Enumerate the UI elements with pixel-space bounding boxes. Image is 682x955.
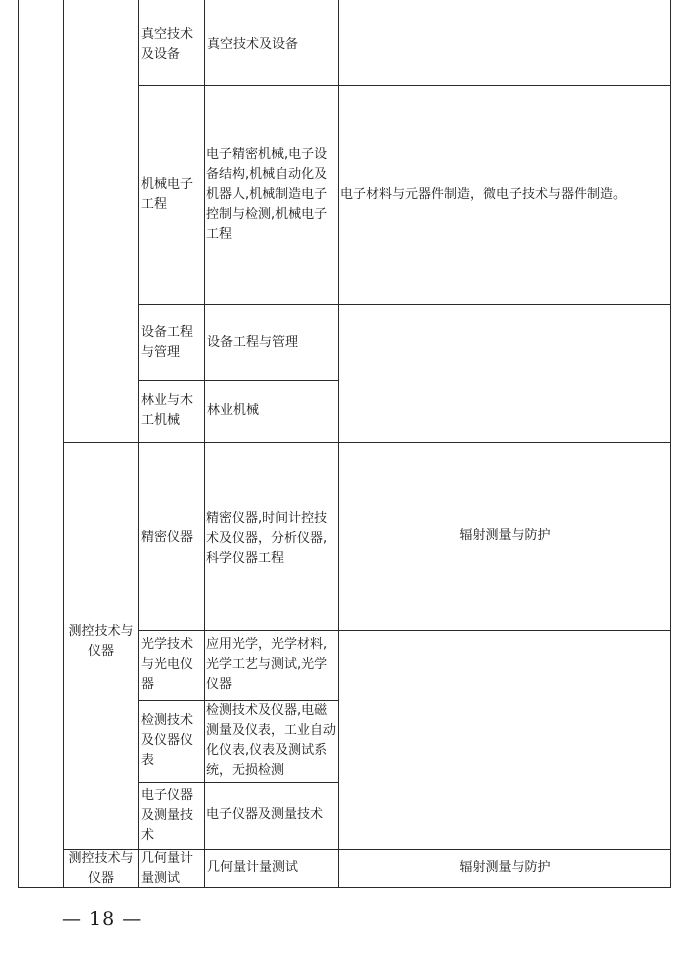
table-column-line [63, 0, 64, 888]
group-cell [65, 851, 137, 887]
category-text: 林业与木工机械 [141, 393, 194, 428]
table-border-left [18, 0, 19, 888]
majors-text: 几何量计量测试 [207, 860, 299, 875]
row-line [63, 442, 671, 443]
category-cell [141, 388, 203, 434]
category-text: 真空技术及设备 [141, 27, 194, 62]
table-column-line [204, 0, 205, 888]
majors-text: 应用光学，光学材料,光学工艺与测试,光学仪器 [206, 637, 328, 692]
row-line [138, 85, 671, 86]
note-text: 电子材料与元器件制造，微电子技术与器件制造。 [340, 187, 627, 202]
table-border-right [670, 0, 671, 888]
table-column-line [338, 0, 339, 888]
category-text: 电子仪器及测量技术 [141, 788, 194, 843]
majors-text: 设备工程与管理 [207, 335, 299, 350]
majors-cell [206, 634, 337, 696]
majors-cell [207, 855, 336, 881]
group-text: 测控技术与仪器 [68, 851, 134, 886]
page-number: — 18 — [62, 908, 143, 930]
category-cell [141, 786, 203, 846]
note-text: 辐射测量与防护 [459, 528, 551, 543]
row-line [138, 630, 671, 631]
majors-cell [206, 140, 337, 250]
majors-text: 检测技术及仪器,电磁测量及仪表，工业自动化仪表,仪表及测试系统，无损检测 [206, 703, 337, 778]
row-line [138, 380, 339, 381]
category-cell [141, 524, 203, 552]
majors-text: 真空技术及设备 [207, 37, 299, 52]
row-line [138, 304, 671, 305]
note-cell [340, 522, 670, 550]
category-text: 设备工程与管理 [141, 325, 194, 360]
row-line [138, 782, 339, 783]
majors-cell [206, 506, 337, 572]
category-text: 几何量计量测试 [141, 851, 194, 886]
majors-text: 电子精密机械,电子设备结构,机械自动化及机器人,机械制造电子控制与检测,机械电子工程 [206, 147, 328, 242]
category-text: 精密仪器 [141, 530, 194, 545]
majors-text: 电子仪器及测量技术 [206, 807, 324, 822]
note-cell [340, 855, 670, 881]
category-text: 机械电子工程 [141, 177, 194, 212]
group-cell [65, 620, 137, 664]
majors-cell [207, 398, 336, 424]
category-cell [141, 20, 203, 70]
majors-cell [207, 330, 336, 356]
majors-cell [207, 20, 336, 70]
group-text: 测控技术与仪器 [68, 624, 134, 659]
category-cell [141, 634, 203, 696]
category-text: 检测技术及仪器仪表 [141, 713, 194, 768]
category-text: 光学技术与光电仪器 [141, 637, 194, 692]
majors-cell [206, 702, 337, 780]
majors-cell [206, 802, 337, 828]
category-cell [141, 710, 203, 772]
table-column-line [138, 0, 139, 888]
category-cell [141, 160, 203, 230]
note-cell [340, 180, 670, 210]
majors-text: 林业机械 [207, 403, 260, 418]
category-cell [141, 851, 203, 887]
majors-text: 精密仪器,时间计控技术及仪器，分析仪器,科学仪器工程 [206, 511, 328, 566]
note-text: 辐射测量与防护 [459, 860, 551, 875]
category-cell [141, 318, 203, 368]
